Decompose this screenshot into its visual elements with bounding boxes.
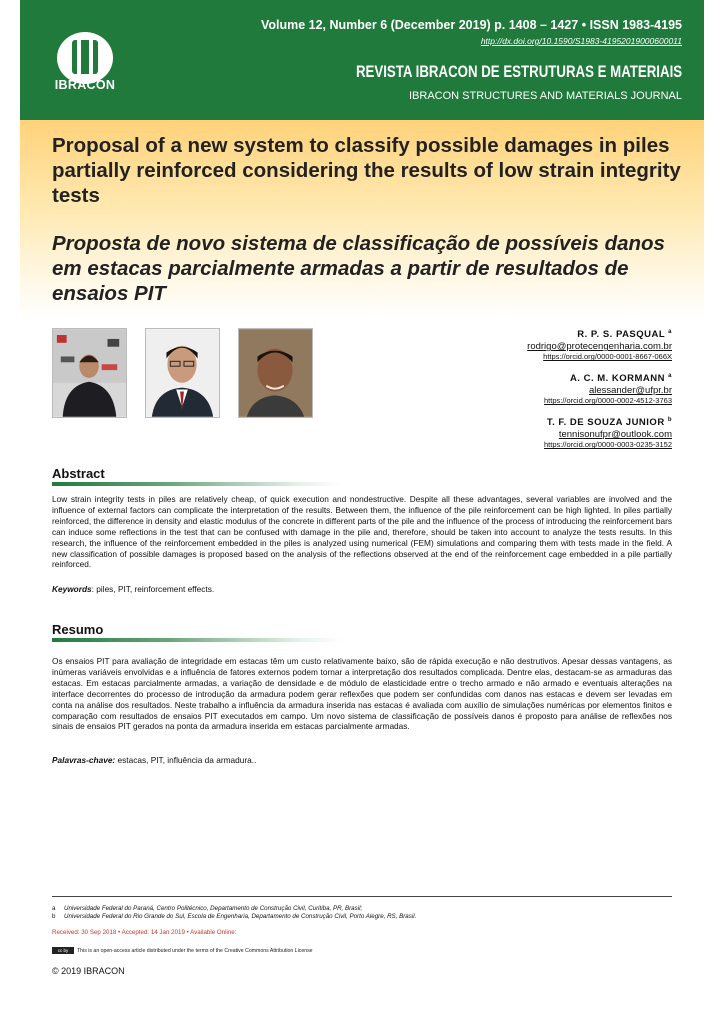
author-orcid-link[interactable]: https://orcid.org/0000-0002-4512-3763 bbox=[543, 396, 672, 406]
keywords-label: Keywords bbox=[52, 584, 92, 594]
journal-title-pt: REVISTA IBRACON DE ESTRUTURAS E MATERIAIS bbox=[355, 62, 682, 81]
author-orcid-link[interactable]: https://orcid.org/0000-0001-8667-066X bbox=[543, 352, 672, 362]
doi-link[interactable]: http://dx.doi.org/10.1590/S1983-41952019000600011 bbox=[480, 36, 682, 46]
palavras-chave-value: estacas, PIT, influência da armadura.. bbox=[115, 755, 257, 765]
abstract-heading: Abstract bbox=[52, 466, 105, 481]
article-dates: Received: 30 Sep 2018 • Accepted: 14 Jan 2019 • Available Online: bbox=[52, 929, 237, 936]
author-name: R. P. S. PASQUAL $^a$ bbox=[577, 329, 672, 341]
paper-title-en: Proposal of a new system to classify possible damages in piles partially reinforced considering the results of low strain integrity tests bbox=[52, 134, 681, 207]
author-name: T. F. DE SOUZA JUNIOR $^b$ bbox=[546, 417, 672, 429]
copyright: © 2019 IBRACON bbox=[52, 966, 125, 976]
author-entry bbox=[352, 414, 672, 450]
author-email-link[interactable]: rodrigo@protecengenharia.com.br bbox=[527, 341, 672, 353]
palavras-chave-line bbox=[52, 755, 672, 765]
author-email-link[interactable]: alessander@ufpr.br bbox=[588, 385, 672, 397]
license-text: This is an open-access article distributed under the terms of the Creative Commons Attribution License bbox=[77, 947, 313, 954]
abstract-text: Low strain integrity tests in piles are relatively cheap, of quick execution and nondestructive. Despite all these advantages, several variables are involved and the influence of external factors can complicate the interpretation of the results. Between them, the influence of the pile reinforcement can be high lighted. In piles partially reinforced, the difference in density and elastic modulus of the concrete in different parts of the pile and the influence of the process of introducing the reinforcement bars can induce some reflections in the test that can be confused with damage in the pile and, therefore, should be taken into account to analyze the tests results. In this research, the influence of the reinforcement embedded in the piles is analyzed using numerical (FEM) simulations and comparing them with tests made in the field. A new classification of possible damages is proposed based on the analysis of the reflections observed at the end of the reinforcement cage embedded in a pile partially reinforced. bbox=[52, 494, 672, 570]
palavras-chave-label: Palavras-chave: bbox=[52, 755, 116, 765]
paper-title-pt: Proposta de novo sistema de classificação de possíveis danos em estacas parcialmente armadas a partir de resultados de ensaios PIT bbox=[52, 232, 665, 305]
license-line bbox=[52, 947, 313, 954]
author-entry bbox=[352, 326, 672, 362]
author-email-link[interactable]: tennisonufpr@outlook.com bbox=[558, 429, 672, 441]
author-2-portrait-icon bbox=[146, 329, 219, 417]
logo-text: IBRACON bbox=[54, 78, 116, 92]
author-photo-2 bbox=[145, 328, 220, 418]
author-list bbox=[352, 326, 672, 458]
author-name: A. C. M. KORMANN $^a$ bbox=[569, 373, 672, 385]
author-photo-1 bbox=[52, 328, 127, 418]
author-photo-3 bbox=[238, 328, 313, 418]
author-1-portrait-icon bbox=[53, 329, 126, 417]
keywords-value: : piles, PIT, reinforcement effects. bbox=[91, 584, 215, 594]
resumo-text: Os ensaios PIT para avaliação de integridade em estacas têm um custo relativamente baixo, são de rápida execução e não destrutivos. Apesar dessas vantagens, as inúmeras variáveis envolvidas e a influência de fatores externos podem tornar a interpretação dos resultados complicada. Dentre elas, destacam-se as armaduras das estacas. Em estacas parcialmente armadas, a variação de densidade e de módulo de elasticidade entre o trecho armado e não armado e eventuais alterações na interface decorrentes do processo de introdução da armadura podem gerar reflexões que podem ser confundidas com danos nas estacas e devem ser levadas em conta na análise dos resultados. Neste trabalho a influência da armadura inserida nas estacas é avaliada com auxílio de simulações numéricas por elementos finitos e comparação com resultados de ensaios PIT executados em campo. Um novo sistema de classificação de possíveis danos é proposto para análise de reflexões nos sinais de ensaios PIT gerados na ponta da armadura inserida em estacas parcialmente armadas. bbox=[52, 656, 672, 732]
journal-header bbox=[20, 0, 704, 120]
affiliation-footnote: a Universidade Federal do Paraná, Centro Politécnico, Departamento de Construção Civil, Curitiba, PR, Brasil; bbox=[52, 905, 363, 912]
resumo-divider bbox=[52, 638, 342, 642]
abstract-divider bbox=[52, 482, 342, 486]
keywords-line bbox=[52, 584, 672, 594]
footnote-rule bbox=[52, 896, 672, 897]
journal-title-en: IBRACON STRUCTURES AND MATERIALS JOURNAL bbox=[408, 90, 682, 102]
resumo-heading: Resumo bbox=[52, 622, 104, 637]
cc-license-icon[interactable]: cc by bbox=[52, 947, 74, 954]
author-3-portrait-icon bbox=[239, 329, 312, 417]
author-entry bbox=[352, 370, 672, 406]
author-orcid-link[interactable]: https://orcid.org/0000-0003-0235-3152 bbox=[543, 440, 672, 450]
volume-info: Volume 12, Number 6 (December 2019) p. 1408 – 1427 • ISSN 1983-4195 bbox=[260, 18, 682, 32]
affiliation-footnote: b Universidade Federal do Rio Grande do Sul, Escola de Engenharia, Departamento de Construção Civil, Porto Alegre, RS, Brasil. bbox=[52, 913, 417, 920]
